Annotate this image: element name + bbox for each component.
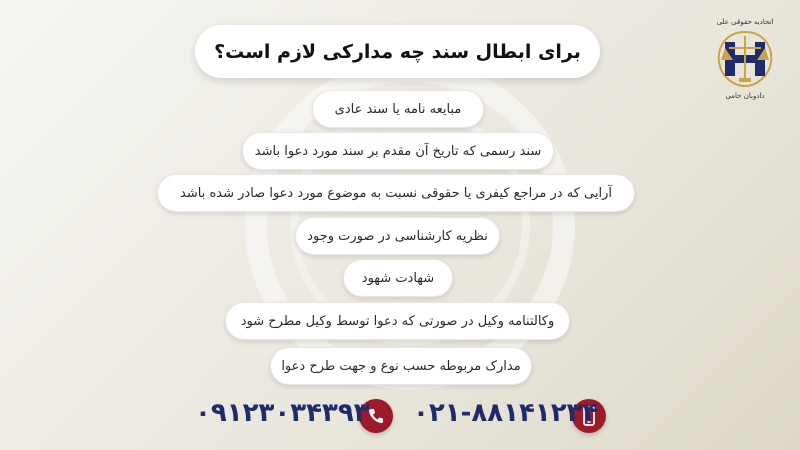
logo-top-text: اتحادیه حقوقی علی	[716, 18, 774, 26]
landline-number[interactable]: ۰۲۱-۸۸۱۴۱۲۳۴	[413, 398, 599, 428]
list-item: وکالتنامه وکیل در صورتی که دعوا توسط وکیل مطرح شود	[225, 302, 570, 340]
scales-of-justice-icon	[715, 28, 775, 90]
logo-bottom-text: دادوبان حامی	[725, 92, 765, 100]
list-item: سند رسمی که تاریخ آن مقدم بر سند مورد دعوا باشد	[242, 132, 554, 170]
mobile-number[interactable]: ۰۹۱۲۳۰۳۴۳۹۳	[195, 398, 370, 428]
page-title: برای ابطال سند چه مدارکی لازم است؟	[195, 25, 600, 78]
list-item: شهادت شهود	[343, 259, 453, 297]
brand-logo	[706, 18, 784, 100]
list-item: مبایعه نامه یا سند عادی	[312, 90, 484, 128]
list-item: مدارک مربوطه حسب نوع و جهت طرح دعوا	[270, 347, 532, 385]
list-item: آرایی که در مراجع کیفری یا حقوقی نسبت به موضوع مورد دعوا صادر شده باشد	[157, 174, 635, 212]
list-item: نظریه کارشناسی در صورت وجود	[295, 217, 500, 255]
